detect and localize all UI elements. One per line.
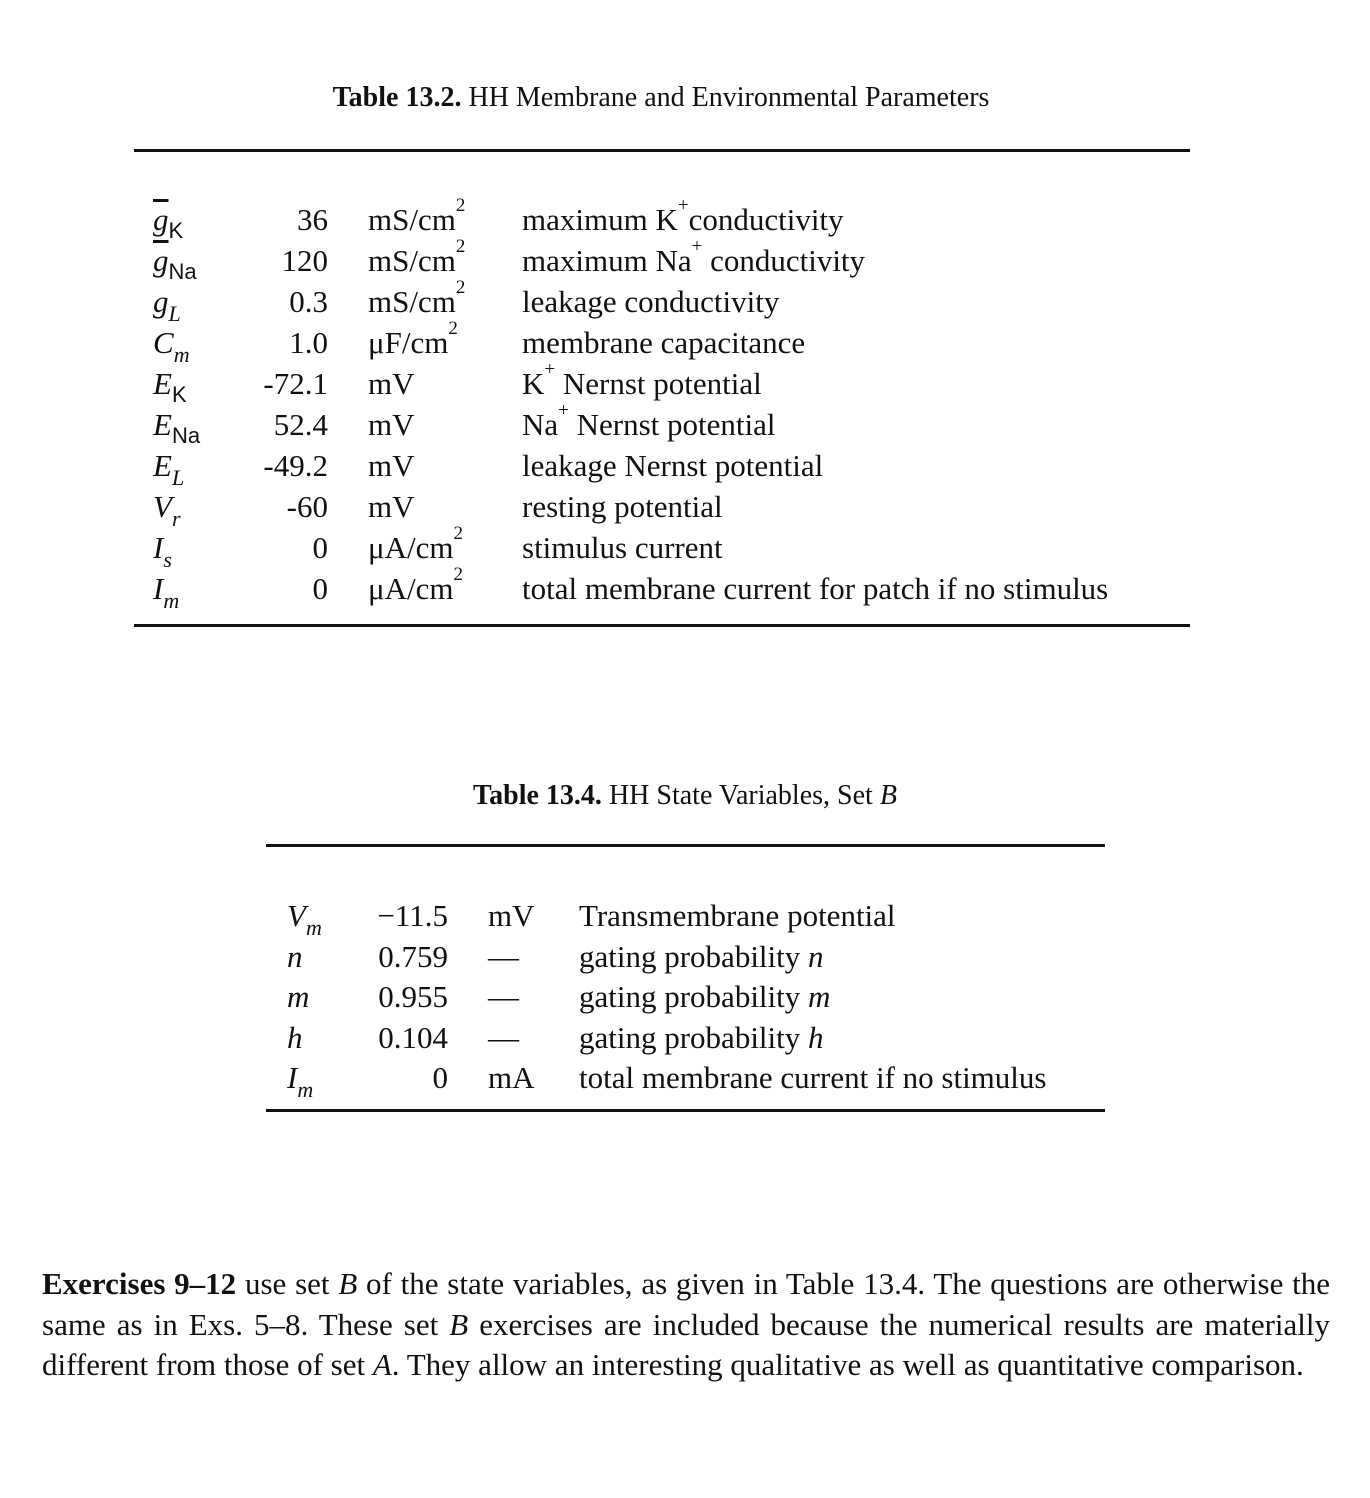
description-rest: conductivity bbox=[702, 243, 866, 278]
table2-caption-label: Table 13.4. bbox=[473, 780, 602, 811]
description-text: membrane capacitance bbox=[522, 325, 806, 360]
symbol-subscript: Na bbox=[168, 259, 197, 284]
description-text: maximum K bbox=[522, 202, 678, 237]
unit-text: mS/cm bbox=[368, 243, 456, 278]
unit-text: mS/cm bbox=[368, 202, 456, 237]
description-text: Na bbox=[522, 407, 559, 442]
para-var-3: A bbox=[372, 1347, 392, 1382]
value-cell: 0.759 bbox=[378, 938, 448, 974]
unit-cell: — bbox=[488, 938, 519, 974]
symbol-subscript: m bbox=[163, 588, 180, 613]
symbol-subscript: m bbox=[173, 342, 190, 367]
symbol-base: h bbox=[287, 1019, 303, 1055]
description-variable: n bbox=[808, 938, 824, 974]
description-text: stimulus current bbox=[522, 530, 723, 565]
unit-text: mV bbox=[368, 448, 415, 483]
description-cell bbox=[579, 937, 824, 977]
value-cell: 0 bbox=[312, 530, 328, 565]
symbol-base: C bbox=[153, 325, 174, 360]
description-text: gating probability bbox=[579, 979, 809, 1014]
symbol-base: m bbox=[287, 979, 310, 1014]
symbol-subscript: s bbox=[163, 547, 172, 572]
table2-bottom-rule bbox=[266, 1109, 1105, 1112]
description-text: K bbox=[522, 366, 545, 401]
unit-text: μA/cm bbox=[368, 571, 454, 606]
description-text: total membrane current if no stimulus bbox=[579, 1060, 1047, 1095]
value-cell: 0 bbox=[312, 571, 328, 606]
value-cell: -60 bbox=[286, 489, 328, 524]
table-row bbox=[0, 937, 1370, 978]
unit-superscript: 2 bbox=[448, 318, 458, 339]
exercises-lead: Exercises 9–12 bbox=[42, 1266, 237, 1301]
description-superscript: + bbox=[544, 359, 556, 380]
description-text: gating probability bbox=[579, 1019, 809, 1055]
value-cell: 52.4 bbox=[273, 407, 328, 442]
symbol-subscript: L bbox=[168, 301, 181, 326]
para-text-1: use set bbox=[236, 1266, 339, 1301]
description-text: total membrane current for patch if no stimulus bbox=[522, 571, 1109, 606]
exercises-paragraph bbox=[42, 1264, 1330, 1386]
description-variable: h bbox=[808, 1019, 824, 1055]
value-cell: 0.955 bbox=[378, 979, 448, 1014]
symbol-base: n bbox=[287, 938, 303, 974]
symbol-cell bbox=[287, 977, 309, 1017]
table1-caption-label: Table 13.2. bbox=[332, 82, 462, 113]
symbol-base: E bbox=[153, 407, 172, 442]
description-cell bbox=[579, 977, 830, 1017]
value-cell: −11.5 bbox=[377, 898, 448, 933]
description-superscript: + bbox=[677, 195, 689, 216]
unit-text: mS/cm bbox=[368, 284, 456, 319]
symbol-subscript: r bbox=[171, 506, 181, 531]
value-cell: 0 bbox=[432, 1060, 448, 1095]
table-row bbox=[0, 896, 1370, 940]
description-text: leakage conductivity bbox=[522, 284, 780, 319]
para-text-2: of the state variables, as given in Table 13.4. The questions are otherwise the same as in Exs. 5–8. These set bbox=[42, 1266, 1330, 1342]
table-row bbox=[0, 1018, 1370, 1059]
symbol-base: $\overline{g}$ bbox=[153, 202, 169, 237]
symbol-subscript: Na bbox=[171, 423, 201, 448]
symbol-subscript: m bbox=[297, 1077, 314, 1102]
unit-superscript: 2 bbox=[455, 277, 466, 298]
table1-caption-title: HH Membrane and Environmental Parameters bbox=[468, 82, 990, 113]
symbol-base: g bbox=[153, 284, 169, 319]
symbol-cell bbox=[287, 1058, 313, 1101]
description-text: leakage Nernst potential bbox=[522, 448, 824, 483]
symbol-subscript: K bbox=[171, 382, 187, 407]
table2-caption-var: B bbox=[879, 780, 897, 811]
value-cell: 0.3 bbox=[289, 284, 328, 319]
value-cell: 0.104 bbox=[378, 1019, 448, 1055]
unit-cell: mV bbox=[488, 898, 535, 933]
description-variable: m bbox=[808, 979, 831, 1014]
table-row bbox=[0, 1058, 1370, 1102]
table2-caption-title: HH State Variables, Set bbox=[608, 780, 880, 811]
description-text: Transmembrane potential bbox=[579, 898, 896, 933]
unit-text: mV bbox=[368, 489, 415, 524]
unit-superscript: 2 bbox=[453, 523, 463, 544]
unit-text: mV bbox=[368, 407, 415, 442]
para-var-2: B bbox=[449, 1306, 469, 1342]
symbol-cell bbox=[287, 1018, 303, 1058]
unit-text: μA/cm bbox=[368, 530, 454, 565]
value-cell: 36 bbox=[297, 202, 328, 237]
symbol-base: I bbox=[287, 1060, 298, 1095]
description-rest: Nernst potential bbox=[568, 407, 776, 442]
value-cell: -72.1 bbox=[263, 366, 328, 401]
unit-cell: — bbox=[488, 1019, 519, 1055]
unit-superscript: 2 bbox=[455, 236, 466, 257]
value-cell: 1.0 bbox=[289, 325, 328, 360]
description-rest: Nernst potential bbox=[555, 366, 762, 401]
symbol-subscript: m bbox=[305, 915, 322, 940]
symbol-cell bbox=[287, 896, 322, 939]
description-superscript: + bbox=[558, 400, 569, 421]
symbol-base: V bbox=[153, 489, 172, 524]
symbol-base: V bbox=[287, 898, 306, 933]
description-cell bbox=[579, 1018, 824, 1058]
symbol-base: $\overline{g}$ bbox=[153, 243, 169, 278]
description-cell bbox=[579, 896, 896, 936]
para-text-3: exercises are included because the numerical results are materially different from those of set bbox=[42, 1306, 1331, 1382]
symbol-cell bbox=[287, 937, 303, 977]
para-var-1: B bbox=[338, 1266, 358, 1301]
symbol-base: E bbox=[153, 366, 172, 401]
description-superscript: + bbox=[691, 236, 703, 257]
unit-text: μF/cm bbox=[368, 325, 449, 360]
description-text: resting potential bbox=[522, 489, 723, 524]
value-cell: 120 bbox=[281, 243, 328, 278]
description-text: gating probability bbox=[579, 938, 809, 974]
symbol-subscript: L bbox=[171, 465, 185, 490]
symbol-base: E bbox=[153, 448, 172, 483]
unit-text: mV bbox=[368, 366, 415, 401]
description-rest: conductivity bbox=[688, 202, 844, 237]
symbol-subscript: K bbox=[168, 218, 184, 243]
unit-superscript: 2 bbox=[455, 195, 466, 216]
unit-superscript: 2 bbox=[453, 564, 463, 585]
table-row bbox=[0, 977, 1370, 1018]
para-text-4: . They allow an interesting qualitative as well as quantitative comparison. bbox=[391, 1347, 1304, 1382]
description-cell bbox=[579, 1058, 1046, 1098]
value-cell: -49.2 bbox=[263, 448, 328, 483]
symbol-base: I bbox=[153, 530, 164, 565]
description-text: maximum Na bbox=[522, 243, 692, 278]
unit-cell: — bbox=[488, 979, 519, 1014]
symbol-base: I bbox=[153, 571, 164, 606]
unit-cell: mA bbox=[488, 1060, 535, 1095]
